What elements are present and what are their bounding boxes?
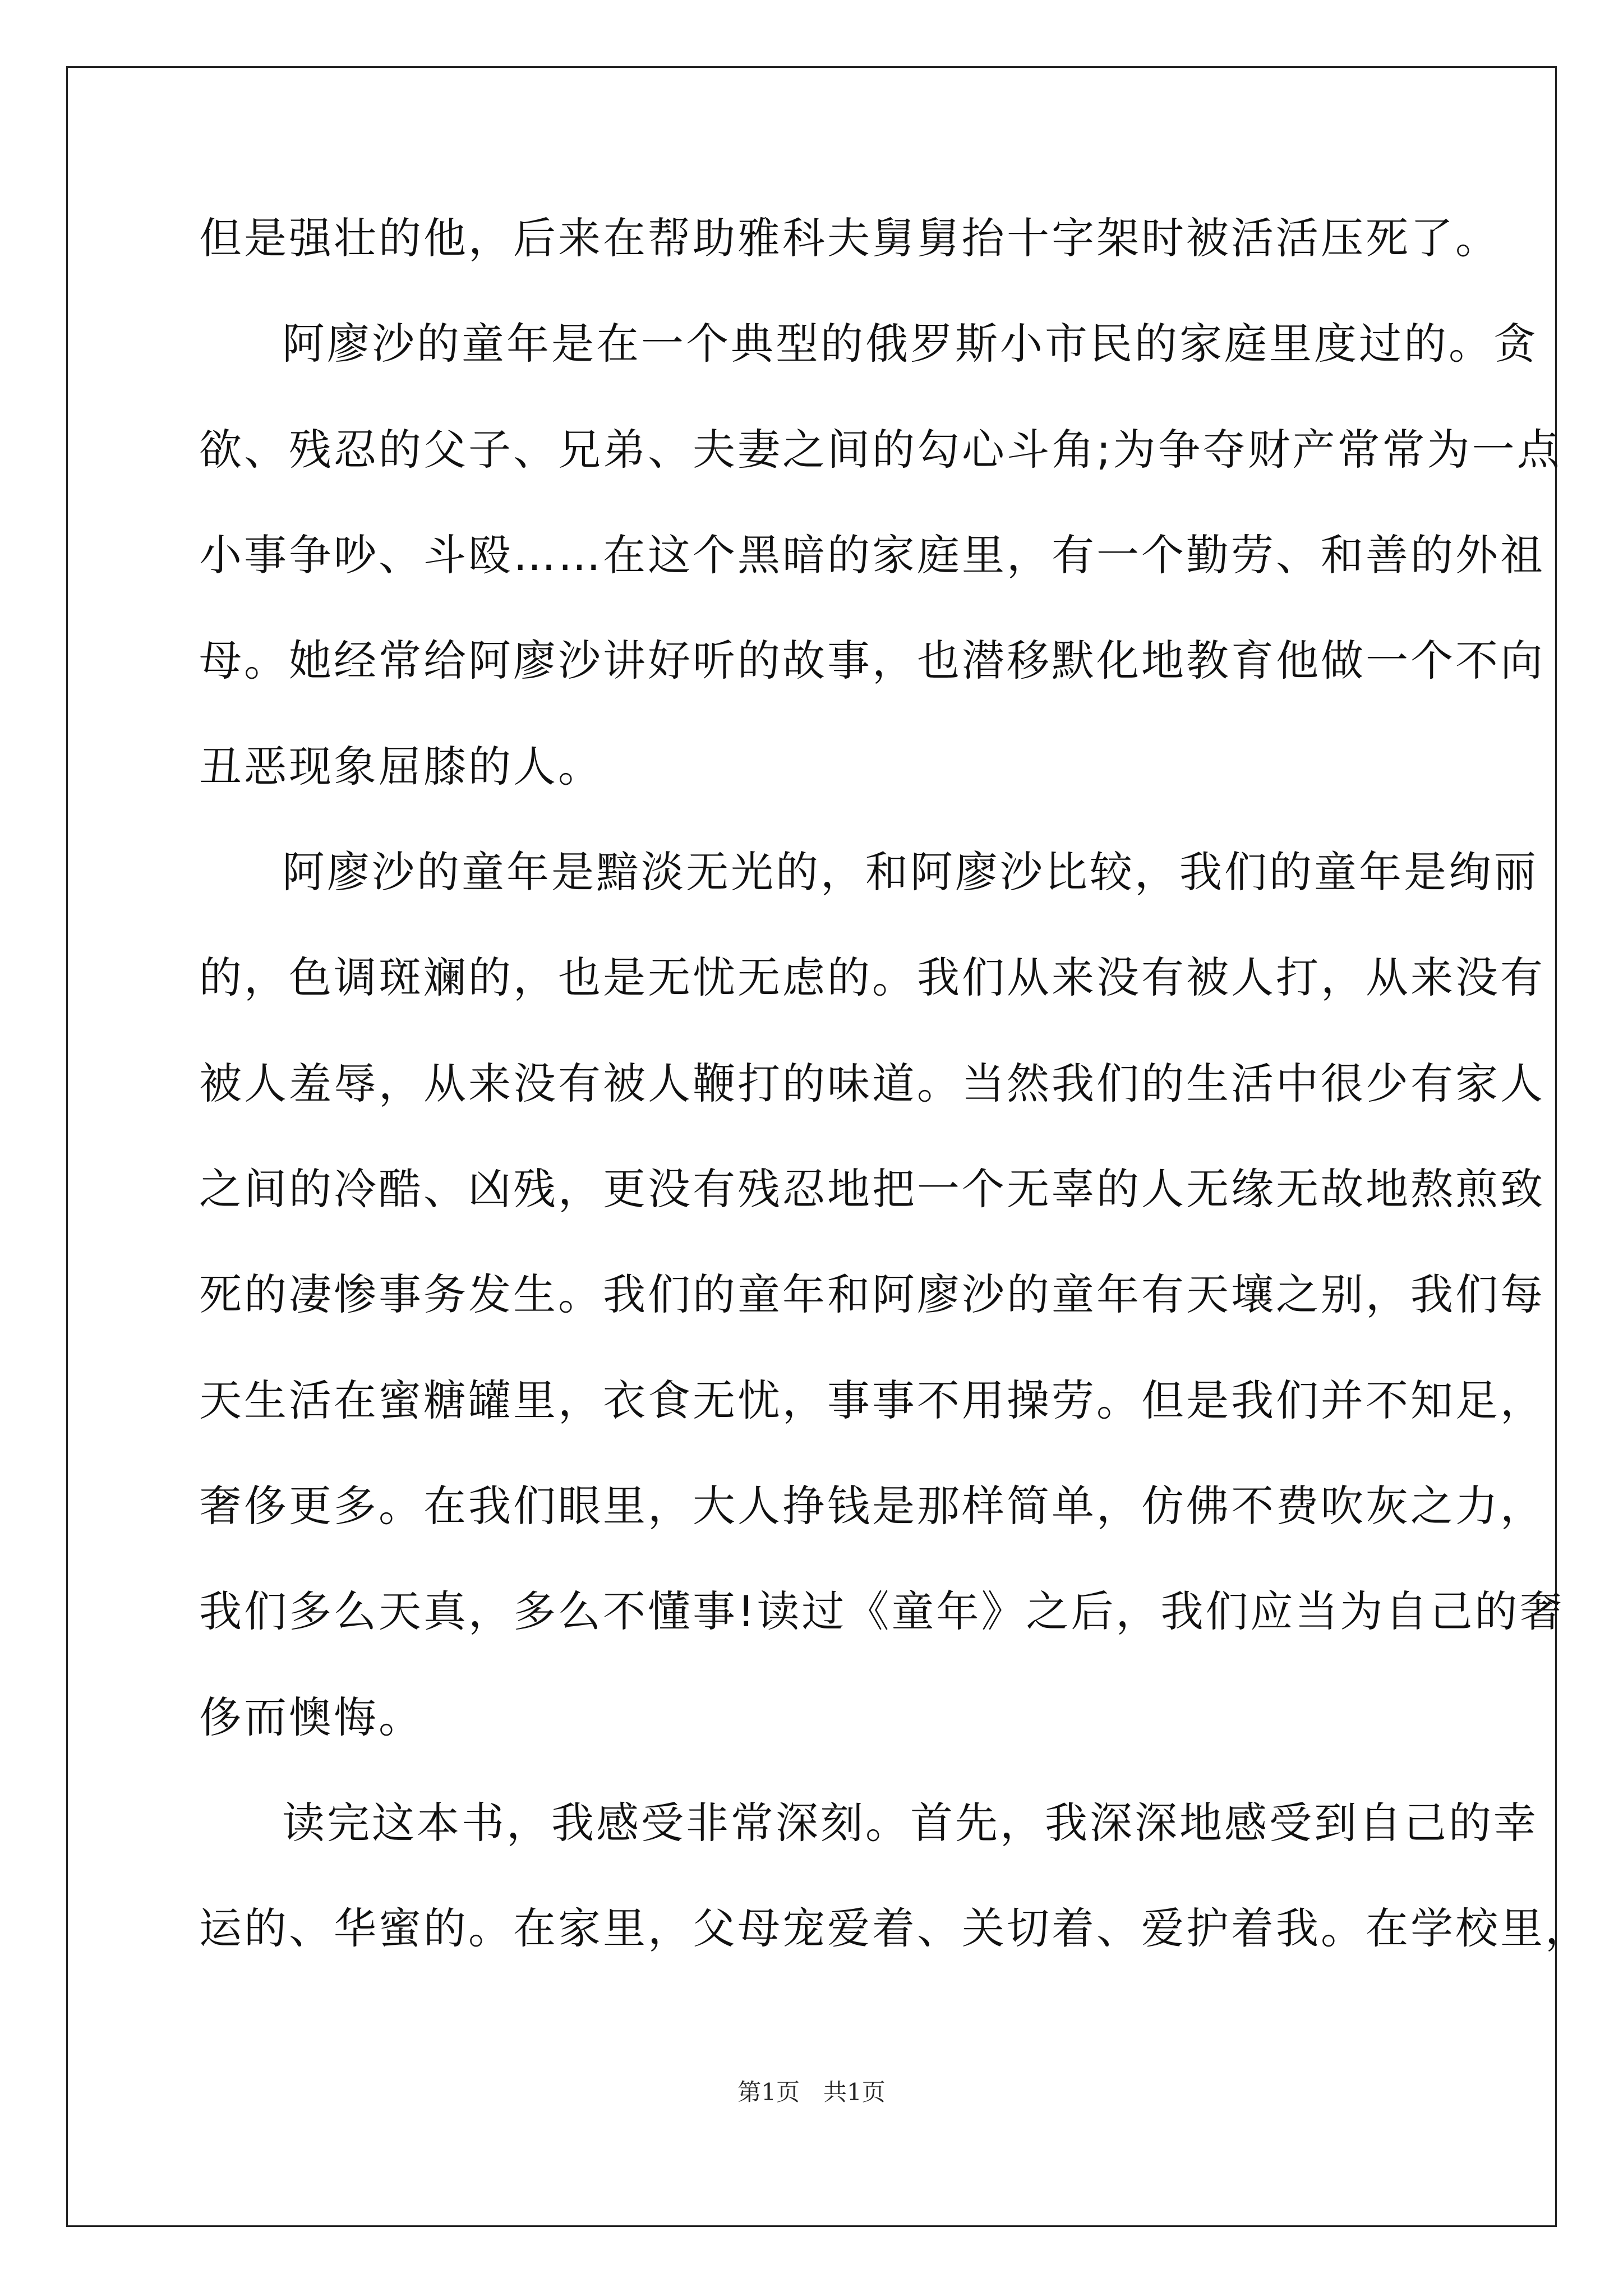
text-line: 天生活在蜜糖罐里，衣食无忧，事事不用操劳。但是我们并不知足， <box>199 1375 1545 1425</box>
text-line: 欲、残忍的父子、兄弟、夫妻之间的勾心斗角;为争夺财产常常为一点 <box>199 425 1562 475</box>
text-line: 侈而懊悔。 <box>199 1692 423 1742</box>
text-line: 但是强壮的他，后来在帮助雅科夫舅舅抬十字架时被活活压死了。 <box>199 213 1500 263</box>
text-line: 的，色调斑斓的，也是无忧无虑的。我们从来没有被人打，从来没有 <box>199 953 1545 1002</box>
text-line: 阿廖沙的童年是黯淡无光的，和阿廖沙比较，我们的童年是绚丽 <box>282 847 1538 897</box>
text-line: 读完这本书，我感受非常深刻。首先，我深深地感受到自己的幸 <box>282 1798 1538 1848</box>
text-line: 阿廖沙的童年是在一个典型的俄罗斯小市民的家庭里度过的。贪 <box>282 319 1538 369</box>
text-line: 死的凄惨事务发生。我们的童年和阿廖沙的童年有天壤之别，我们每 <box>199 1269 1545 1319</box>
text-line: 小事争吵、斗殴……在这个黑暗的家庭里，有一个勤劳、和善的外祖 <box>199 530 1545 580</box>
text-line: 丑恶现象屈膝的人。 <box>199 742 603 792</box>
text-line: 奢侈更多。在我们眼里，大人挣钱是那样简单，仿佛不费吹灰之力， <box>199 1481 1545 1531</box>
text-line: 母。她经常给阿廖沙讲好听的故事，也潜移默化地教育他做一个不向 <box>199 636 1545 685</box>
text-line: 之间的冷酷、凶残，更没有残忍地把一个无辜的人无缘无故地熬煎致 <box>199 1164 1545 1214</box>
page-footer: 第1页 共1页 <box>737 2078 886 2106</box>
text-line: 被人羞辱，从来没有被人鞭打的味道。当然我们的生活中很少有家人 <box>199 1059 1545 1108</box>
text-line: 我们多么天真，多么不懂事!读过《童年》之后，我们应当为自己的奢 <box>199 1586 1565 1636</box>
text-line: 运的、华蜜的。在家里，父母宠爱着、关切着、爱护着我。在学校里， <box>199 1903 1590 1953</box>
